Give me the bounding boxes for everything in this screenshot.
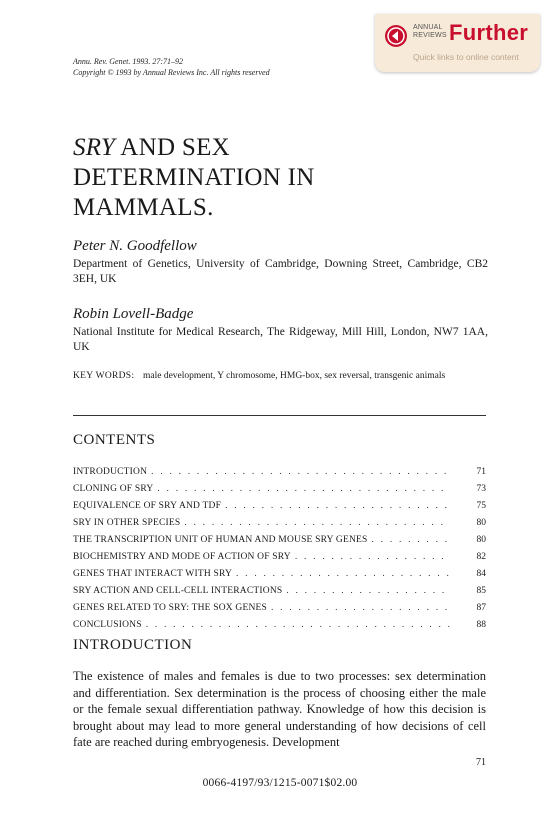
title-line-3: MAMMALS. [73,194,214,221]
toc-entry[interactable] [73,515,486,532]
title-line-2: DETERMINATION IN [73,164,315,191]
toc-entry-title: GENES THAT INTERACT WITH SRY [73,569,233,579]
table-of-contents [73,464,486,634]
toc-entry-title: THE TRANSCRIPTION UNIT OF HUMAN AND MOUSE SRY GENES [73,535,368,545]
publisher-line-1: ANNUAL [413,24,443,31]
toc-entry-title: BIOCHEMISTRY AND MODE OF ACTION OF SRY [73,552,291,562]
toc-entry-page: 87 [476,603,486,613]
title-line-1 [73,133,403,163]
footer-code: 0066-4197/93/1215-0071$02.00 [202,777,358,789]
article-title [73,133,403,223]
toc-entry[interactable] [73,583,486,600]
journal-citation [73,56,270,78]
toc-entry-title: INTRODUCTION [73,467,148,477]
keywords [73,370,483,382]
toc-entry[interactable] [73,617,486,634]
author-name: Robin Lovell-Badge [73,306,194,322]
toc-entry[interactable] [73,532,486,549]
publisher-line-2: REVIEWS [413,32,447,39]
author-affiliation: National Institute for Medical Research, The Ridgeway, Mill Hill, London, NW7 1AA, UK [73,326,488,353]
toc-leader [151,464,450,481]
toc-entry-page: 84 [476,569,486,579]
toc-entry-page: 75 [476,501,486,511]
further-subtitle: Quick links to online content [413,52,519,62]
toc-leader [372,532,450,549]
toc-leader [271,600,450,617]
toc-leader [225,498,450,515]
citation-line: Annu. Rev. Genet. 1993. 27:71–92 [73,57,184,66]
toc-entry[interactable] [73,549,486,566]
publisher-name [413,24,447,40]
toc-leader [184,515,450,532]
toc-entry[interactable] [73,600,486,617]
title-line-1-rest: AND SEX [115,134,231,161]
page-number: 71 [476,757,486,768]
toc-entry[interactable] [73,464,486,481]
toc-leader [286,583,450,600]
toc-entry-title: EQUIVALENCE OF SRY AND TDF [73,501,222,511]
copyright-line: Copyright © 1993 by Annual Reviews Inc. All rights reserved [73,68,270,77]
further-logo-text: Further [449,20,529,45]
toc-entry-page: 71 [476,467,486,477]
toc-entry[interactable] [73,498,486,515]
toc-entry-title: GENES RELATED TO SRY: THE SOX GENES [73,603,268,613]
keywords-text: male development, Y chromosome, HMG-box, sex reversal, transgenic animals [143,371,446,381]
toc-leader [295,549,450,566]
toc-leader [157,481,450,498]
introduction-paragraph: The existence of males and females is due to two processes: sex determination and differentiation. Sex determination is the process of choosing either the male or the female sexual differentiation pathway. Knowledge of how this decision is brought about may lead to more general understanding of how decisions of cell fate are reached during embryogenesis. Development [73,669,486,749]
toc-entry[interactable] [73,566,486,583]
keywords-label: KEY WORDS: [73,371,135,381]
toc-entry-page: 88 [476,620,486,630]
toc-entry-page: 82 [476,552,486,562]
toc-leader [146,617,450,634]
toc-entry-page: 85 [476,586,486,596]
toc-entry-title: CLONING OF SRY [73,484,154,494]
toc-leader [236,566,450,583]
toc-entry-title: SRY ACTION AND CELL-CELL INTERACTIONS [73,586,283,596]
contents-heading: CONTENTS [73,432,156,448]
author-name: Peter N. Goodfellow [73,238,197,254]
section-divider [73,415,486,416]
annual-reviews-further-badge[interactable] [375,14,540,72]
toc-entry-title: SRY IN OTHER SPECIES [73,518,181,528]
toc-entry-page: 80 [476,518,486,528]
play-arrow-icon [384,24,408,48]
toc-entry-page: 80 [476,535,486,545]
toc-entry-title: CONCLUSIONS [73,620,142,630]
toc-entry[interactable] [73,481,486,498]
toc-entry-page: 73 [476,484,486,494]
author-affiliation: Department of Genetics, University of Cambridge, Downing Street, Cambridge, CB2 3EH, UK [73,258,488,285]
title-italic-word: SRY [73,134,116,161]
introduction-heading: INTRODUCTION [73,637,193,653]
